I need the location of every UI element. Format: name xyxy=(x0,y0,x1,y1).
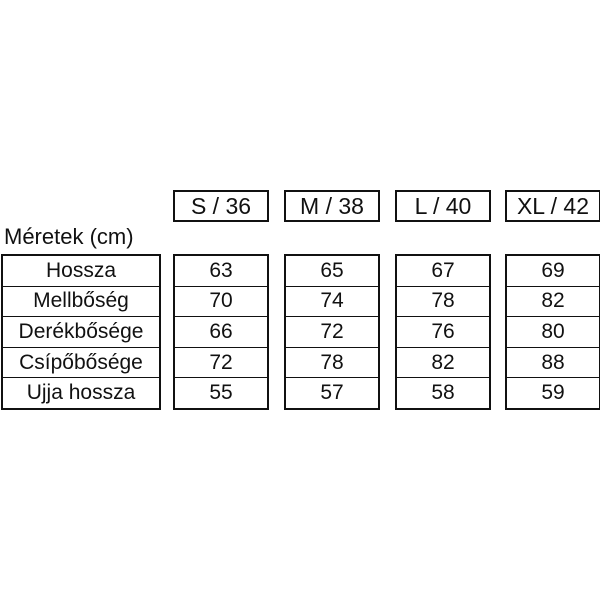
value-cell: 66 xyxy=(175,317,267,348)
row-label-hip: Csípőbősége xyxy=(3,348,159,379)
value-cell: 76 xyxy=(397,317,489,348)
size-header-l: L / 40 xyxy=(395,190,491,222)
value-cell: 74 xyxy=(286,287,378,318)
value-cell: 58 xyxy=(431,381,455,405)
size-chart-title: Méretek (cm) xyxy=(4,224,134,249)
value-cell: 82 xyxy=(507,287,599,318)
value-cell: 70 xyxy=(175,287,267,318)
row-label-waist: Derékbősége xyxy=(3,317,159,348)
value-cell: 72 xyxy=(175,348,267,379)
value-cell: 59 xyxy=(541,381,565,405)
value-cell: 57 xyxy=(320,381,344,405)
value-cell: 65 xyxy=(286,256,378,287)
size-header-s: S / 36 xyxy=(173,190,269,222)
value-cell: 82 xyxy=(397,348,489,379)
value-cell: 67 xyxy=(397,256,489,287)
value-cell: 88 xyxy=(507,348,599,379)
size-column-xl xyxy=(505,254,600,410)
value-cell: 80 xyxy=(507,317,599,348)
value-cell: 78 xyxy=(286,348,378,379)
value-cell: 72 xyxy=(286,317,378,348)
value-cell: 78 xyxy=(397,287,489,318)
size-column-s xyxy=(173,254,269,410)
size-header-m: M / 38 xyxy=(284,190,380,222)
measurement-labels xyxy=(1,254,161,410)
size-column-m xyxy=(284,254,380,410)
size-header-xl: XL / 42 xyxy=(505,190,600,222)
value-cell: 63 xyxy=(175,256,267,287)
value-cell: 55 xyxy=(209,381,233,405)
value-cell: 69 xyxy=(507,256,599,287)
row-label-sleeve: Ujja hossza xyxy=(26,381,136,405)
row-label-chest: Mellbőség xyxy=(3,287,159,318)
size-column-l xyxy=(395,254,491,410)
row-label-length: Hossza xyxy=(3,256,159,287)
